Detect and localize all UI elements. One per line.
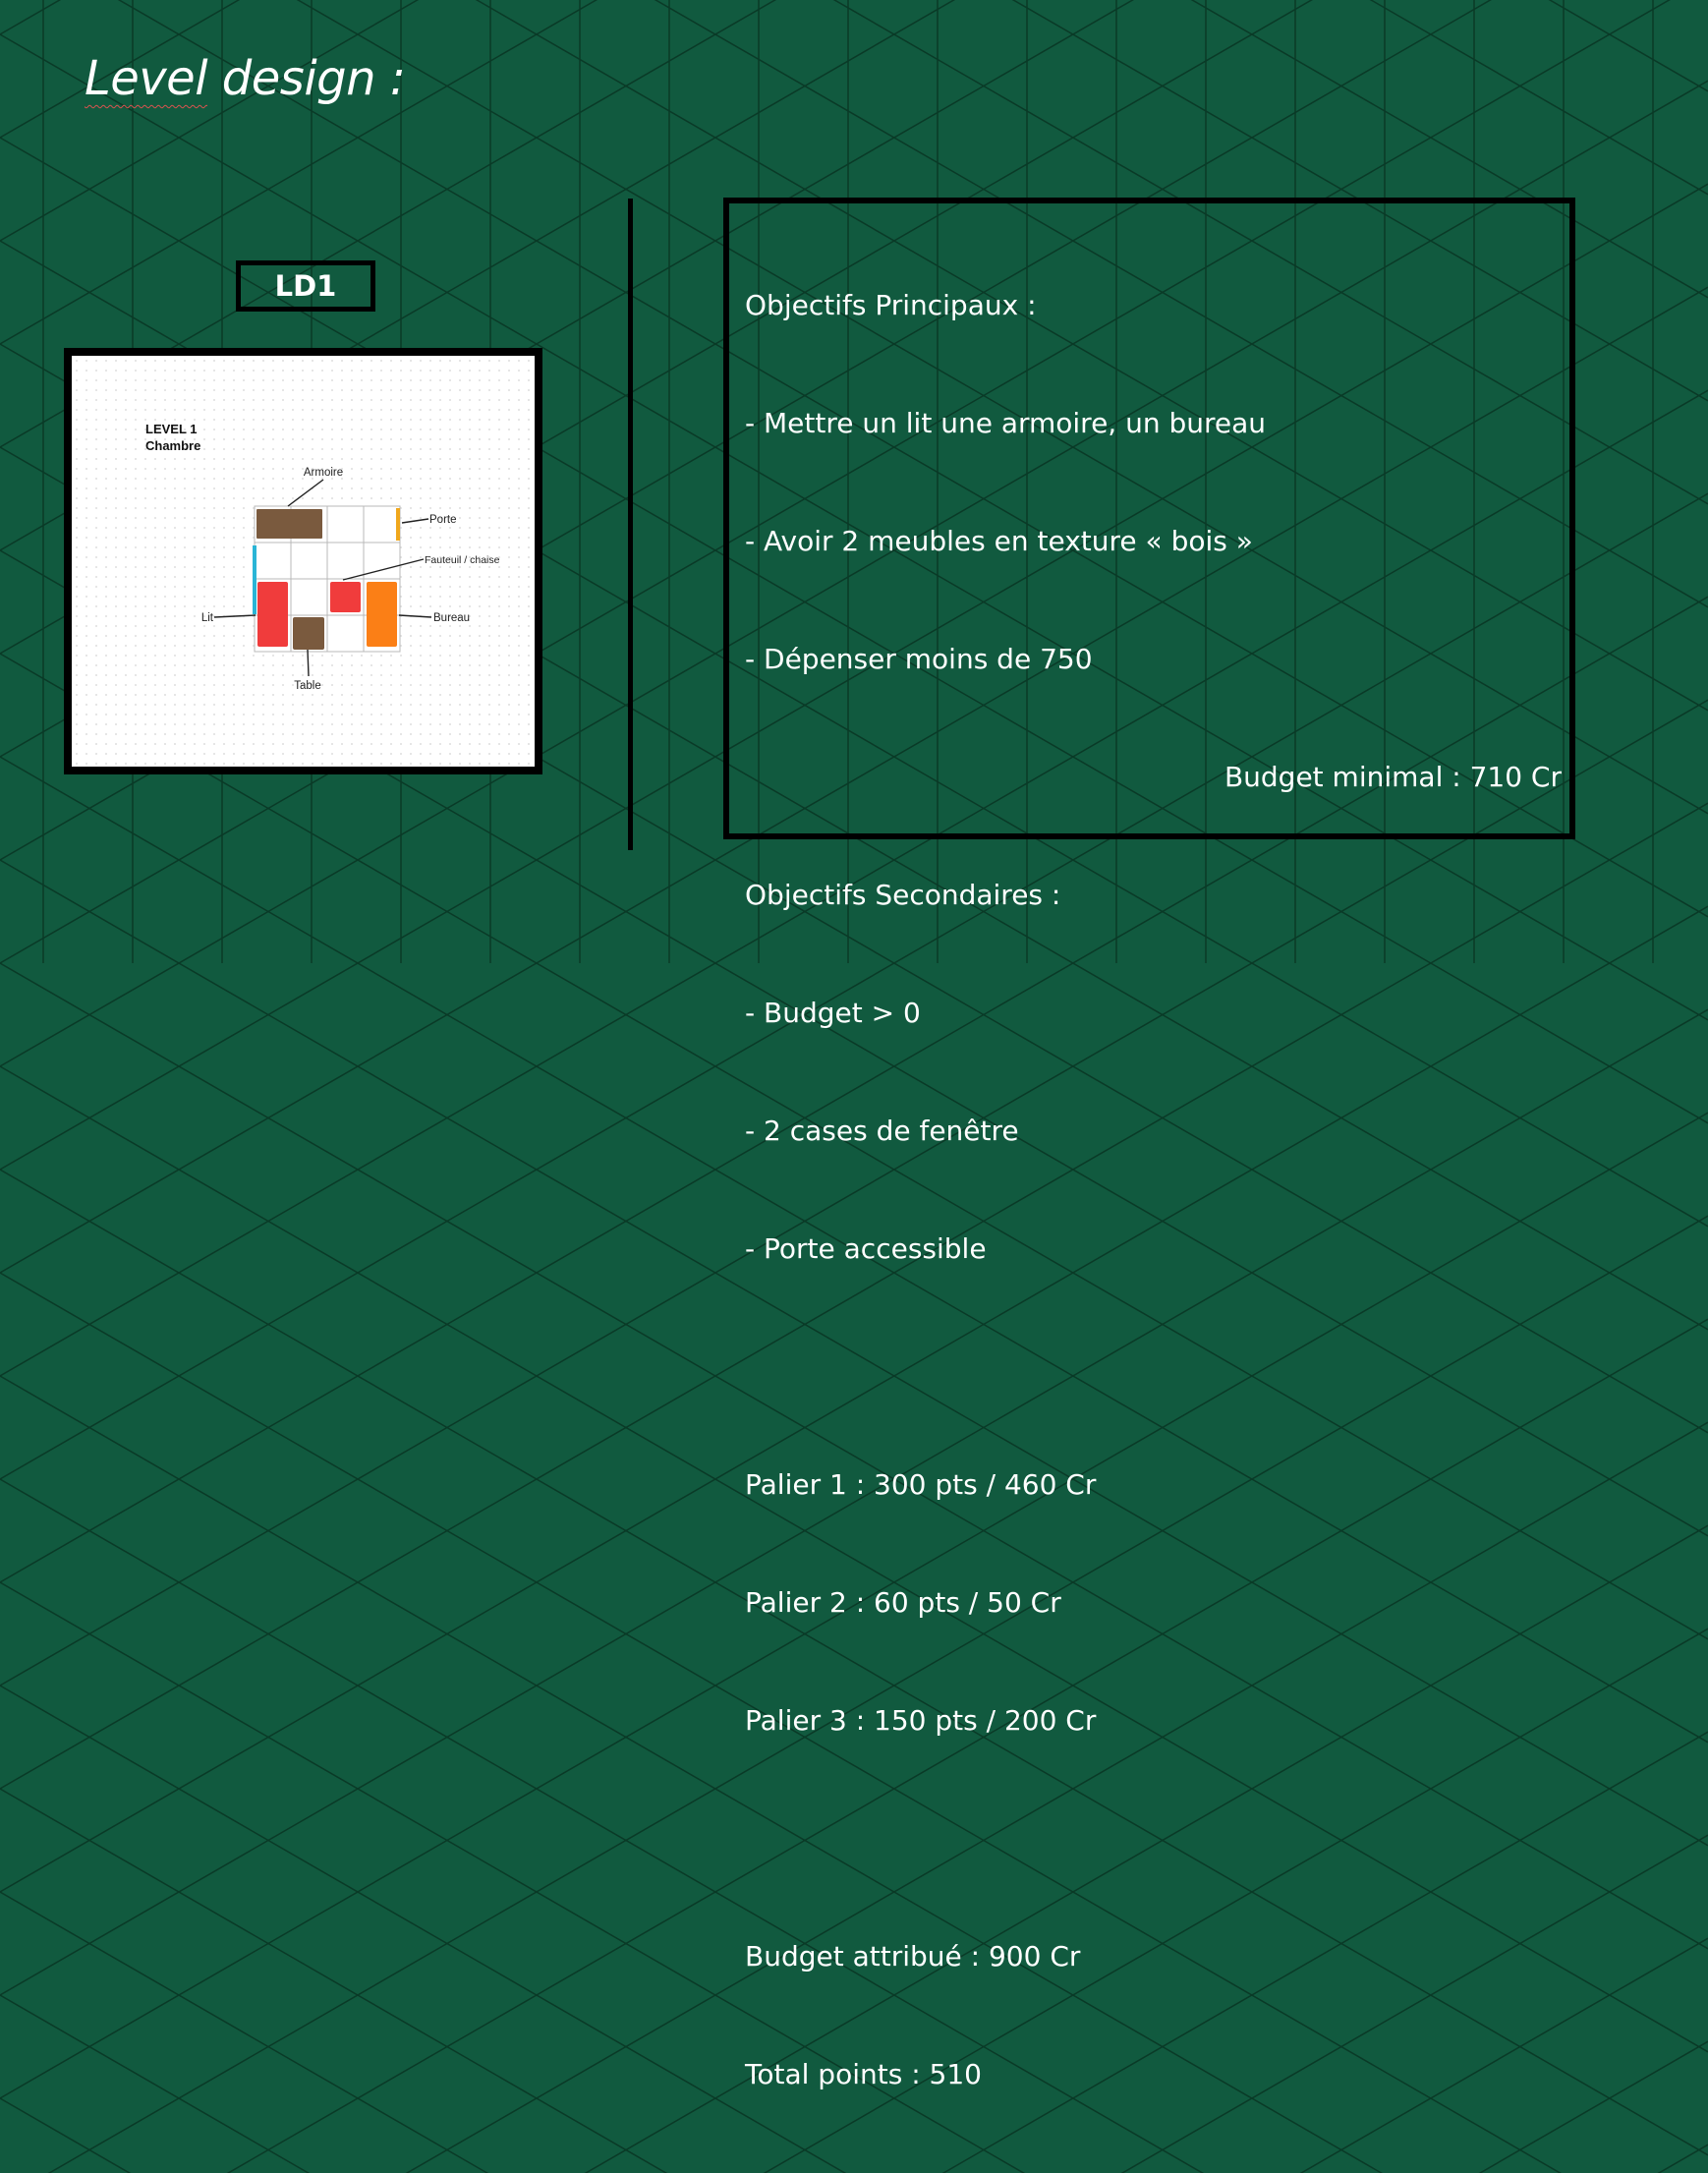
objective-line: Palier 3 : 150 pts / 200 Cr xyxy=(745,1704,1097,1737)
table-block xyxy=(293,617,324,650)
label-fauteuil: Fauteuil / chaise xyxy=(425,554,500,566)
label-armoire: Armoire xyxy=(303,467,344,479)
objective-line: Total points : 510 xyxy=(745,2058,982,2090)
budget-minimal: Budget minimal : 710 Cr xyxy=(1224,761,1562,793)
objective-line: - 2 cases de fenêtre xyxy=(745,1115,1019,1147)
window-marker xyxy=(253,545,256,614)
bed-block xyxy=(257,582,288,647)
grid-line xyxy=(0,0,1708,34)
objective-line: Budget attribué : 900 Cr xyxy=(745,1940,1081,1973)
objective-line: Palier 2 : 60 pts / 50 Cr xyxy=(745,1586,1061,1619)
objectives-panel xyxy=(723,198,1575,2090)
objective-line: Objectifs Principaux : xyxy=(745,289,1037,321)
slide-title xyxy=(85,51,405,106)
objective-line: - Avoir 2 meubles en texture « bois » xyxy=(745,525,1253,557)
desk-block xyxy=(367,582,397,647)
plan-heading-room: Chambre xyxy=(145,438,201,453)
objective-line: - Porte accessible xyxy=(745,1232,987,1265)
label-bureau: Bureau xyxy=(433,612,471,624)
level-tag-label: LD1 xyxy=(274,269,337,303)
armchair-block xyxy=(330,582,361,612)
label-table: Table xyxy=(294,680,321,692)
objective-line: Objectifs Secondaires : xyxy=(745,879,1061,911)
objective-line: - Mettre un lit une armoire, un bureau xyxy=(745,407,1267,439)
objectives-text xyxy=(745,207,1266,2173)
slide-title-rest: design : xyxy=(207,51,406,106)
label-lit: Lit xyxy=(200,612,213,624)
label-porte: Porte xyxy=(429,514,457,526)
armoire-block xyxy=(256,509,322,539)
level-tag-box xyxy=(236,260,375,312)
objective-line xyxy=(745,1347,1266,1387)
objective-line: - Budget > 0 xyxy=(745,997,921,1029)
objective-line xyxy=(745,1819,1266,1858)
room-plan-diagram xyxy=(72,356,535,767)
objective-line: Palier 1 : 300 pts / 460 Cr xyxy=(745,1468,1097,1501)
objective-line xyxy=(745,758,1266,797)
objective-line: - Dépenser moins de 750 xyxy=(745,643,1093,675)
door-marker xyxy=(396,508,400,541)
level-plan-image xyxy=(64,348,542,774)
plan-heading-level: LEVEL 1 xyxy=(145,422,198,436)
vertical-divider xyxy=(628,199,633,850)
slide-title-level: Level xyxy=(85,51,208,106)
